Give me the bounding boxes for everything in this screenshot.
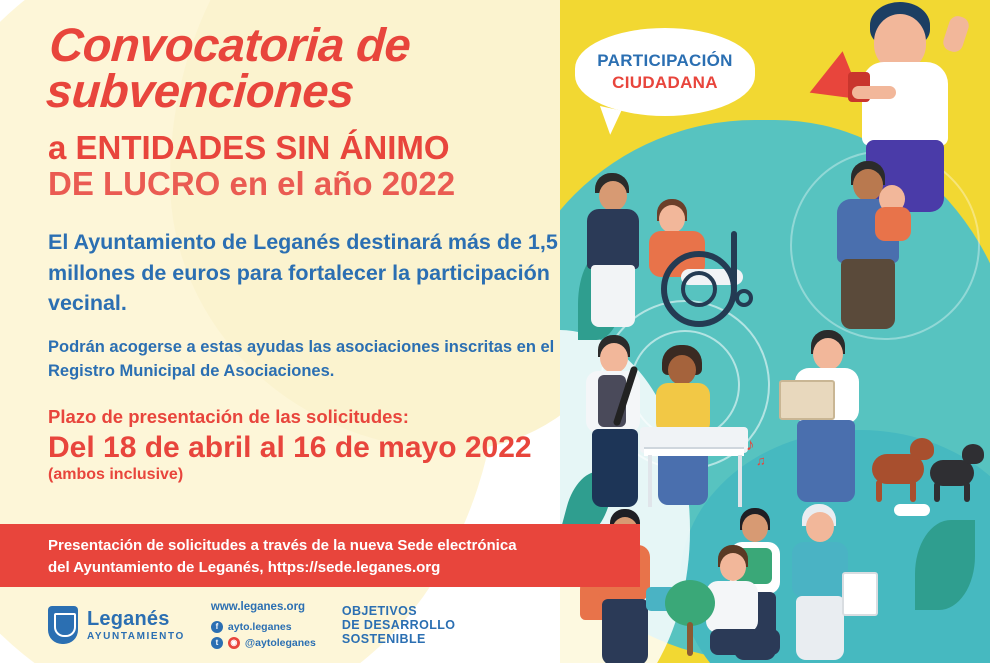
legs-shape	[797, 420, 855, 502]
shopping-bag-icon	[842, 572, 878, 616]
ods-line-2: DE DESARROLLO	[341, 618, 456, 632]
subtitle-line-1: a ENTIDADES SIN ÁNIMO	[48, 129, 450, 167]
wheel-hub	[681, 271, 717, 307]
baby-body-shape	[875, 207, 911, 241]
figure-small-tree	[655, 580, 725, 663]
dog-leg-2	[910, 480, 916, 502]
body-primary: El Ayuntamiento de Leganés destinará más de 1,5 millones de euros para fortalecer la participación vecinal.	[48, 230, 558, 316]
ods-line-1: OBJETIVOS	[341, 604, 418, 618]
tree-trunk	[687, 622, 693, 656]
head-shape	[813, 338, 843, 370]
figure-wheelchair-scene	[585, 165, 805, 340]
page-title	[44, 18, 603, 118]
page-subtitle	[48, 130, 600, 201]
website-link[interactable]: www.leganes.org	[210, 600, 306, 613]
figure-parent-with-baby	[815, 155, 945, 335]
dog-head-shape	[910, 438, 934, 460]
legs-shape	[841, 259, 895, 329]
deadline-note: (ambos inclusive)	[48, 465, 184, 483]
instagram-icon: ◉	[228, 637, 240, 649]
poster-text-content	[0, 0, 600, 484]
facebook-icon: f	[211, 621, 223, 633]
ribbon-line-1: Presentación de solicitudes a través de la nueva Sede electrónica	[48, 537, 517, 554]
title-line-2: subvenciones	[44, 64, 356, 118]
dog2-head-shape	[962, 444, 984, 464]
head-shape	[600, 343, 628, 373]
brand-lockup	[48, 606, 185, 644]
music-note-icon: ♪	[746, 435, 755, 454]
head-shape	[599, 181, 627, 211]
brand-name: Leganés	[87, 607, 170, 630]
deadline-label: Plazo de presentación de las solicitudes:	[48, 405, 409, 427]
head-shape-2	[659, 205, 685, 233]
facebook-row[interactable]	[211, 619, 316, 635]
wheelchair-wheel-icon	[661, 251, 737, 327]
subtitle-line-2: DE LUCRO en el año 2022	[48, 164, 456, 202]
poster-footer	[0, 587, 620, 663]
ods-line-3: SOSTENIBLE	[341, 632, 426, 646]
keyboard-keys	[644, 447, 744, 456]
head-shape	[742, 514, 768, 542]
body-secondary: Podrán acogerse a estas ayudas las asociaciones inscritas en el Registro Municipal de Asociaciones.	[48, 337, 555, 380]
cardboard-box-icon	[779, 380, 835, 420]
deadline-dates: Del 18 de abril al 16 de mayo 2022	[48, 430, 532, 464]
submission-ribbon	[0, 524, 640, 587]
brand-text	[87, 609, 185, 642]
keyboard-stand-left	[648, 455, 652, 507]
arm-shape	[852, 86, 896, 99]
brand-subtitle: AYUNTAMIENTO	[87, 630, 185, 642]
leganes-crest-icon	[48, 606, 78, 644]
title-line-1: Convocatoria de	[47, 18, 413, 71]
dog2-leg	[934, 482, 940, 502]
ods-logo	[342, 604, 456, 646]
head-shape-2	[806, 512, 834, 542]
twitter-instagram-row[interactable]	[211, 635, 316, 651]
music-note-icon-2: ♫	[756, 453, 766, 468]
tree-foliage-icon	[665, 580, 715, 626]
ribbon-line-2: del Ayuntamiento de Leganés, https://sede.leganes.org	[48, 558, 441, 576]
wheelchair-caster-icon	[735, 289, 753, 307]
twitter-icon: t	[211, 637, 223, 649]
head-shape	[720, 553, 746, 581]
facebook-handle: ayto.leganes	[227, 620, 292, 633]
torso-shape	[862, 62, 948, 146]
dog-leg	[876, 480, 882, 502]
dog2-leg-2	[964, 482, 970, 502]
speech-bubble	[575, 28, 755, 116]
bubble-line-1: PARTICIPACIÓN	[597, 51, 733, 70]
social-handle: @aytoleganes	[244, 636, 316, 649]
head-shape-2	[668, 355, 696, 385]
bubble-line-2: CIUDADANA	[612, 73, 718, 92]
wheelchair-frame	[731, 231, 737, 293]
raised-hand-shape	[941, 14, 971, 54]
social-links	[211, 599, 316, 651]
